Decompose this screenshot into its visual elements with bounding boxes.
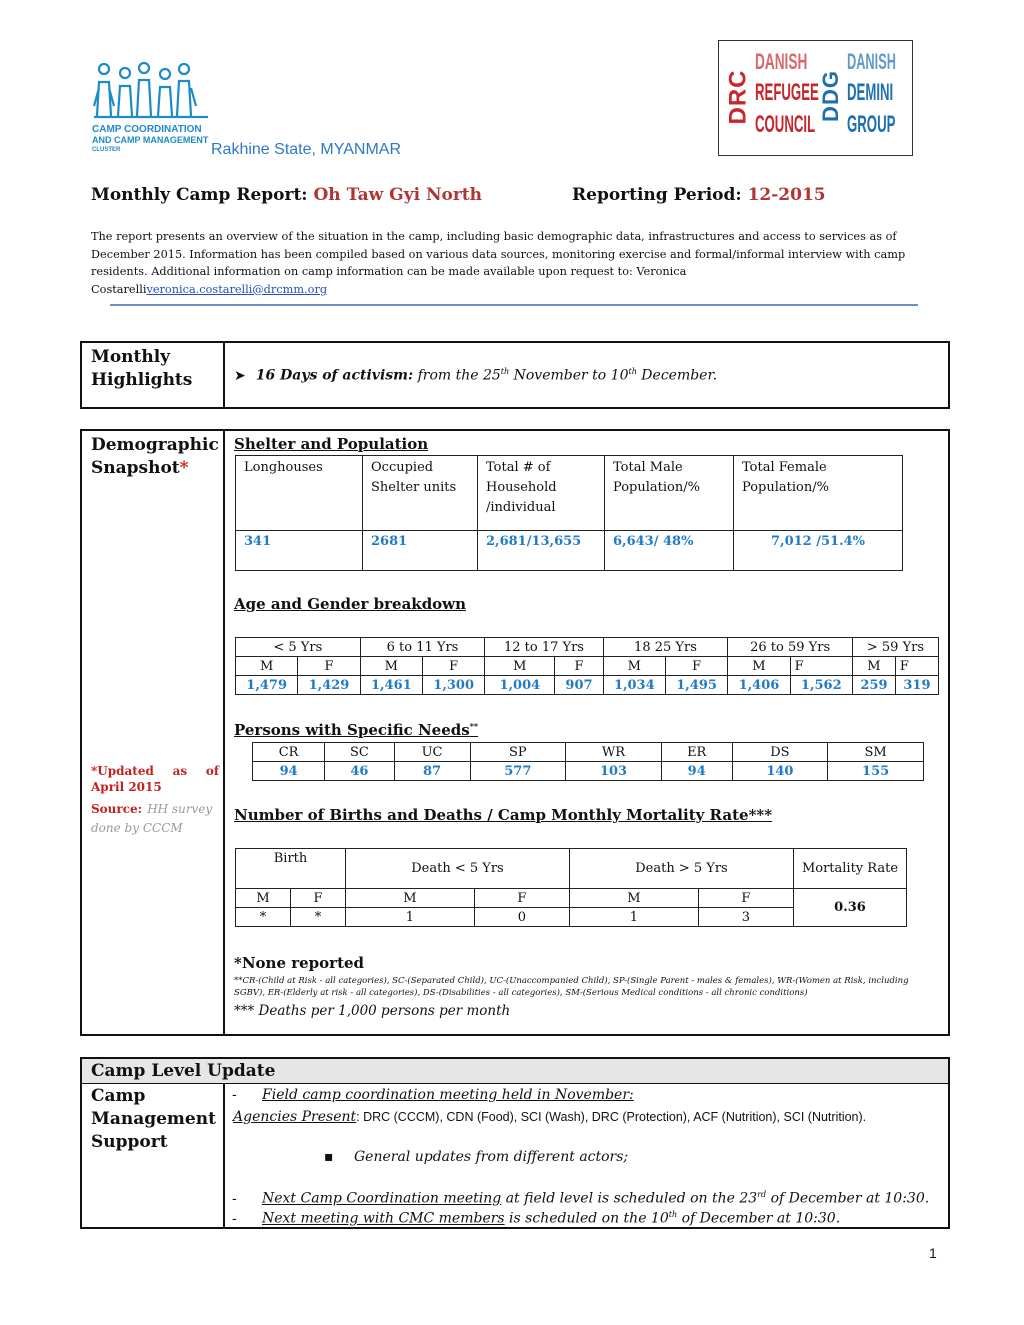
source-label: Source: [91,802,143,816]
death-under5-header: Death < 5 Yrs [346,849,570,889]
shelter-header: Longhouses [236,456,363,531]
births-deaths-sex-row [236,889,907,908]
camp-update-sub-item-text: General updates from different actors; [354,1149,629,1165]
demographic-divider [223,431,225,1034]
cccm-logo-line1: CAMP COORDINATION [92,124,202,135]
shelter-header-row [236,456,903,531]
birth-m-label: M [236,889,291,908]
age-group-row [236,638,939,657]
header-divider [110,304,918,306]
shelter-table [235,455,903,571]
camp-update-heading: Camp Level Update [91,1061,276,1081]
age-group-header: > 59 Yrs [852,638,938,657]
page-number: 1 [929,1245,937,1261]
age-group-header: < 5 Yrs [236,638,361,657]
camp-update-item1 [232,1087,634,1103]
demographic-label-line1: Demographic [91,435,219,455]
highlights-divider [223,343,225,407]
age-value: 907 [555,676,603,695]
age-value: 1,300 [422,676,484,695]
age-value: 1,034 [603,676,665,695]
birth-m-value: * [236,908,291,927]
none-reported-note: *None reported [234,954,365,972]
shelter-value: 2681 [363,531,478,571]
mortality-header: Mortality Rate [794,849,907,889]
age-value: 259 [852,676,895,695]
births-deaths-heading-text: Number of Births and Deaths / Camp Monthly Mortality Rate [234,806,749,824]
camp-update-item3-sup: th [668,1210,678,1219]
death-o5-m-label: M [569,889,698,908]
sex-row [236,657,939,676]
next-coordination-meeting: Next Camp Coordination meeting [262,1190,502,1207]
sex-label-m: M [603,657,665,676]
camp-update-item2 [232,1190,929,1207]
births-deaths-heading-mark: *** [748,806,773,824]
reporting-period-value: 12-2015 [747,185,826,205]
births-deaths-header-row [236,849,907,889]
age-group-header: 26 to 59 Yrs [728,638,853,657]
ddg-logo-line3: GROUP [847,111,896,138]
death-u5-m-value: 1 [346,908,475,927]
age-gender-heading: Age and Gender breakdown [234,595,467,613]
camp-management-line1: Camp [91,1086,146,1106]
drc-logo-line1: DANISH [755,49,808,74]
sex-label-m: M [728,657,790,676]
death-o5-m-value: 1 [569,908,698,927]
camp-update-sub-item [324,1149,628,1165]
contact-email-link[interactable]: veronica.costarelli@drcmm.org [146,282,328,296]
drc-ddg-logo [718,40,913,156]
intro-paragraph [91,228,921,298]
report-title-label: Monthly Camp Report: [91,185,308,205]
shelter-value: 6,643/ 48% [605,531,734,571]
need-code: WR [566,743,662,762]
birth-f-value: * [291,908,346,927]
reporting-period-label: Reporting Period: [572,185,742,205]
births-deaths-heading [234,806,772,824]
agencies-label: Agencies Present [233,1109,357,1125]
dash-bullet-icon: - [232,1190,237,1207]
sex-label-f: F [665,657,727,676]
demographic-box [80,429,950,1036]
highlights-label-line2: Highlights [91,370,193,390]
age-value: 1,495 [665,676,727,695]
specific-needs-heading [234,721,478,739]
camp-update-item2-sup: rd [757,1190,767,1199]
death-u5-f-label: F [474,889,569,908]
death-over5-header: Death > 5 Yrs [569,849,793,889]
need-code: CR [253,743,325,762]
shelter-value-row [236,531,903,571]
ddg-initials: DDG [817,70,843,122]
drc-logo [724,49,821,145]
age-value-row [236,676,939,695]
camp-update-item3-a: is scheduled on the 10 [504,1210,669,1227]
mortality-rate-value: 0.36 [794,889,907,927]
need-code: ER [661,743,732,762]
drc-initials: DRC [724,69,752,125]
need-value: 46 [325,762,394,781]
sex-label-m: M [852,657,895,676]
highlight-item-a: from the 25 [413,367,501,384]
births-deaths-table [235,848,907,927]
camp-management-line2: Management [91,1109,216,1129]
specific-needs-value-row [253,762,924,781]
death-u5-m-label: M [346,889,475,908]
age-value: 1,429 [298,676,360,695]
updated-note: *Updated as of April 2015 [91,764,219,794]
report-title [91,185,482,205]
sex-label-m: M [485,657,555,676]
specific-needs-code-row [253,743,924,762]
intro-text: The report presents an overview of the situation in the camp, including basic demographic data, infrastructures and access to services as of December 2015. Information has been compiled based on various data sources, monitoring exercise and formal/informal interview with camp residents. Additional information on camp information can be made available upon request to: Veronica Costarelli [91,230,906,296]
shelter-header: Occupied Shelter units [363,456,478,531]
age-value: 319 [895,676,938,695]
age-value: 1,562 [790,676,852,695]
dash-bullet-icon: - [232,1210,237,1227]
age-value: 1,479 [236,676,298,695]
camp-update-divider [223,1084,225,1227]
specific-needs-footnote: **CR-(Child at Risk - all categories), SC-(Separated Child), UC-(Unaccompanied Child), SP-(Single Parent - males & females), WR-(Women at Risk, including SGBV), ER-(Elderly at risk - all categories), DS-(Disabilities - all categories), SM-(Serious Medical conditions - all chronic conditions) [234,976,909,998]
death-o5-f-label: F [698,889,793,908]
region-label: Rakhine State, MYANMAR [211,141,401,158]
square-bullet-icon: ▪ [324,1149,334,1165]
drc-logo-line3: COUNCIL [755,111,816,138]
highlight-sup-b: th [628,367,637,376]
arrow-bullet-icon: ➤ [234,367,246,384]
camp-name: Oh Taw Gyi North [313,185,482,205]
demographic-asterisk: * [179,458,189,478]
age-group-header: 6 to 11 Yrs [360,638,485,657]
need-value: 140 [732,762,828,781]
camp-update-item2-a: at field level is scheduled on the 23 [501,1190,758,1207]
shelter-header: Total # of Household /individual [478,456,605,531]
shelter-value: 2,681/13,655 [478,531,605,571]
specific-needs-table [252,742,924,781]
deaths-footnote: *** Deaths per 1,000 persons per month [234,1003,511,1019]
sex-label-f: F [298,657,360,676]
age-value: 1,461 [360,676,422,695]
highlight-item-bold: 16 Days of activism: [255,367,414,384]
next-cmc-meeting: Next meeting with CMC members [262,1210,505,1227]
need-code: UC [394,743,470,762]
need-code: DS [732,743,828,762]
birth-header: Birth [236,849,346,889]
shelter-heading: Shelter and Population [234,435,429,453]
shelter-header: Total Female Population/% [734,456,903,531]
camp-update-item3-b: of December at 10:30. [677,1210,841,1227]
age-gender-table [235,637,939,695]
sex-label-m: M [236,657,298,676]
ddg-logo-line2: DEMINI [847,79,894,106]
agencies-value: : DRC (CCCM), CDN (Food), SCI (Wash), DRC (Protection), ACF (Nutrition), SCI (Nutrition). [356,1110,867,1124]
agencies-present [233,1107,913,1127]
need-value: 94 [661,762,732,781]
camp-update-header [82,1059,948,1084]
birth-f-label: F [291,889,346,908]
camp-management-line3: Support [91,1132,168,1152]
camp-update-box [80,1057,950,1229]
cccm-logo-line2: AND CAMP MANAGEMENT [92,135,209,145]
need-value: 94 [253,762,325,781]
cccm-logo-line3: CLUSTER [92,147,121,153]
age-value: 1,406 [728,676,790,695]
highlights-label [91,346,192,392]
source-note [91,799,219,837]
sex-label-f: F [422,657,484,676]
highlight-item-b: November to 10 [509,367,629,384]
need-value: 87 [394,762,470,781]
age-group-header: 12 to 17 Yrs [485,638,603,657]
highlight-item [234,367,717,384]
need-code: SC [325,743,394,762]
ddg-logo [817,49,907,145]
highlight-sup-a: th [500,367,510,376]
need-value: 155 [828,762,924,781]
specific-needs-heading-mark: ** [469,721,479,731]
specific-needs-heading-text: Persons with Specific Needs [234,721,470,739]
people-logo-icon [92,60,210,120]
demographic-label [91,434,219,480]
highlight-item-c: December. [636,367,718,384]
shelter-value: 7,012 /51.4% [734,531,903,571]
source-value: HH survey done by CCCM [91,802,213,835]
camp-update-item3 [232,1210,840,1227]
sex-label-f: F [895,657,938,676]
need-value: 103 [566,762,662,781]
sex-label-m: M [360,657,422,676]
camp-management-label [91,1085,216,1154]
death-u5-f-value: 0 [474,908,569,927]
shelter-header: Total Male Population/% [605,456,734,531]
drc-logo-line2: REFUGEE [755,79,819,106]
sex-label-f: F [790,657,852,676]
reporting-period [572,185,826,205]
need-value: 577 [470,762,566,781]
age-group-header: 18 25 Yrs [603,638,728,657]
ddg-logo-line1: DANISH [847,49,896,74]
demographic-label-line2: Snapshot [91,458,180,478]
age-value: 1,004 [485,676,555,695]
camp-update-item2-b: of December at 10:30. [766,1190,930,1207]
need-code: SM [828,743,924,762]
highlights-label-line1: Monthly [91,347,171,367]
cccm-logo [92,60,212,155]
need-code: SP [470,743,566,762]
highlights-box [80,341,950,409]
dash-bullet-icon: - [232,1087,237,1103]
sex-label-f: F [555,657,603,676]
shelter-value: 341 [236,531,363,571]
death-o5-f-value: 3 [698,908,793,927]
camp-update-item1-text: Field camp coordination meeting held in November: [262,1087,634,1103]
